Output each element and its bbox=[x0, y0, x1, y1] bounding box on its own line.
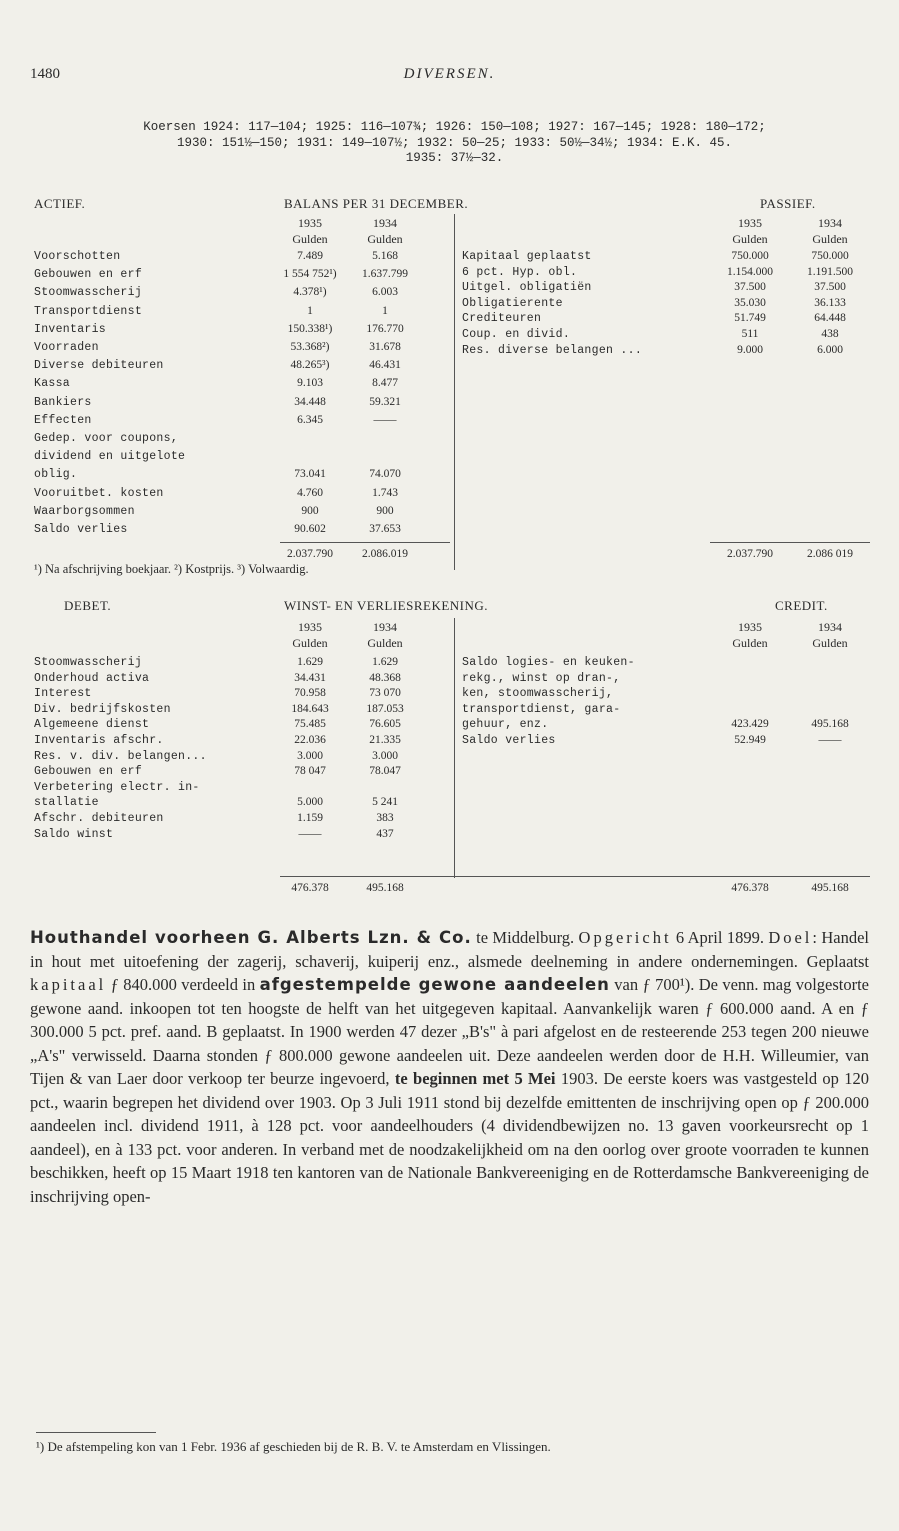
koersen-line: 1930: 151½—150; 1931: 149—107½; 1932: 50—25; 1933: 50½—34½; 1934: E.K. 45. bbox=[176, 135, 733, 150]
row-label: Waarborgsommen bbox=[34, 504, 135, 518]
total-rule bbox=[280, 542, 450, 543]
row-value: 31.678 bbox=[369, 341, 401, 353]
row-value: 9.103 bbox=[297, 377, 323, 390]
row-label: Saldo verlies bbox=[34, 523, 128, 536]
row-value: 6.345 bbox=[297, 413, 323, 426]
row-value: 5.000 bbox=[297, 796, 323, 809]
total-value: 476.378 bbox=[291, 882, 329, 894]
row-value: 3.000 bbox=[372, 749, 398, 762]
row-value: 1 bbox=[382, 304, 388, 317]
row-value: 1.637.799 bbox=[362, 268, 408, 281]
pl-heading: WINST- EN VERLIESREKENING. bbox=[284, 598, 489, 613]
koersen-line: Koersen 1924: 117—104; 1925: 116—107¾; 1926: 150—108; 1927: 167—145; 1928: 180—172; bbox=[143, 120, 766, 134]
row-value: 37.500 bbox=[814, 281, 846, 294]
row-label: Gedep. voor coupons, bbox=[34, 432, 179, 445]
year-header: 1934 bbox=[818, 216, 842, 230]
row-value: 64.448 bbox=[814, 312, 846, 325]
total-value: 495.168 bbox=[811, 882, 849, 894]
capital-label: kapitaal bbox=[30, 975, 107, 994]
column-divider bbox=[454, 214, 455, 570]
row-value: 1 bbox=[307, 304, 313, 317]
page-number: 1480 bbox=[30, 66, 60, 82]
year-header: 1935 bbox=[298, 620, 322, 634]
row-value: 36.133 bbox=[814, 296, 846, 309]
row-label: Saldo verlies bbox=[462, 734, 556, 747]
row-label: Bankiers bbox=[34, 395, 92, 409]
row-label: Res. v. div. belangen... bbox=[34, 749, 207, 763]
row-value: 35.030 bbox=[734, 296, 766, 309]
body-text: : Handel in hout met uitoefening der zagerij, schaverij, kuiperij enz., alsmede deelneming in andere ondernemingen. Geplaatst bbox=[30, 928, 869, 971]
row-value: 34.448 bbox=[294, 395, 326, 408]
row-label: Coup. en divid. bbox=[462, 328, 571, 341]
year-header: 1934 bbox=[818, 620, 842, 634]
row-label: Stoomwasscherij bbox=[34, 656, 143, 669]
share-type: afgestempelde gewone aandeelen bbox=[259, 975, 610, 994]
emphasis-text: te beginnen met 5 Mei bbox=[394, 1069, 556, 1088]
row-label: Diverse debiteuren bbox=[34, 359, 164, 373]
row-value: 78 047 bbox=[294, 765, 326, 778]
column-divider bbox=[454, 618, 455, 878]
row-value: —— bbox=[373, 413, 397, 426]
row-value: 90.602 bbox=[294, 523, 326, 535]
row-value: 383 bbox=[376, 812, 394, 824]
total-rule bbox=[280, 876, 870, 877]
body-text: van ƒ 700¹). De venn. mag volgestorte gewone aand. inkoopen tot ten hoogste de helft van het uitgegeven kapitaal. Aanvankelijk waren ƒ 600.000 aand. A en ƒ 300.000 5 pct. pref. aand. B geplaatst. In 1900 werden 47 dezer „B's" à pari afgelost en de resteerende 253 tegen 200 nieuwe „A's" verwisseld. Daarna stonden ƒ 800.000 gewone aandeelen uit. Deze aandeelen werden door de H.H. Willeumier, van Tijen & van Laer door verkoop ter beurze ingevoerd, bbox=[30, 975, 870, 1088]
row-label: Crediteuren bbox=[462, 312, 542, 326]
row-label: Effecten bbox=[34, 413, 92, 427]
company-place: te Middelburg. bbox=[471, 928, 575, 947]
row-value: 750.000 bbox=[731, 250, 769, 262]
row-value: 511 bbox=[741, 328, 759, 340]
row-label: transportdienst, gara- bbox=[462, 702, 621, 716]
row-value: 9.000 bbox=[737, 343, 763, 356]
year-header: 1934 bbox=[373, 620, 397, 634]
year-header: 1934 bbox=[373, 216, 397, 230]
row-value: 437 bbox=[376, 827, 394, 840]
total-rule bbox=[710, 542, 870, 543]
row-value: 4.378¹) bbox=[293, 286, 327, 299]
row-value: 7.489 bbox=[297, 250, 323, 262]
body-text: 6 April 1899. bbox=[671, 928, 769, 947]
row-label: Stoomwasscherij bbox=[34, 286, 143, 300]
unit-header: Gulden bbox=[812, 636, 848, 650]
year-header: 1935 bbox=[738, 620, 762, 634]
row-value: 5 241 bbox=[372, 796, 398, 809]
total-value: 495.168 bbox=[366, 882, 404, 894]
row-value: 438 bbox=[821, 328, 839, 340]
row-value: 51.749 bbox=[734, 312, 766, 325]
row-label: ken, stoomwasscherij, bbox=[462, 687, 614, 701]
credit-heading: CREDIT. bbox=[775, 598, 828, 613]
row-value: 34.431 bbox=[294, 671, 326, 684]
row-value: 187.053 bbox=[366, 702, 404, 715]
row-label: Vooruitbet. kosten bbox=[34, 486, 164, 500]
balance-sheet bbox=[30, 196, 870, 586]
unit-header: Gulden bbox=[367, 232, 403, 246]
row-value: 48.368 bbox=[369, 671, 401, 684]
row-value: 900 bbox=[301, 504, 319, 517]
row-label: Div. bedrijfskosten bbox=[34, 702, 171, 716]
row-value: 70.958 bbox=[294, 687, 326, 700]
row-value: 750.000 bbox=[811, 250, 849, 262]
row-label: Obligatierente bbox=[462, 296, 563, 310]
row-value: 78.047 bbox=[369, 765, 401, 778]
row-value: —— bbox=[298, 827, 322, 840]
row-label: 6 pct. Hyp. obl. bbox=[462, 265, 578, 279]
purpose-label: Doel bbox=[768, 928, 813, 947]
koersen-line: 1935: 37½—32. bbox=[405, 151, 504, 165]
row-label: Interest bbox=[34, 687, 92, 701]
row-value: 59.321 bbox=[369, 395, 401, 408]
footnote-rule bbox=[36, 1432, 156, 1433]
row-value: 74.070 bbox=[369, 468, 401, 481]
founded-label: Opgericht bbox=[578, 928, 672, 947]
balance-heading: BALANS PER 31 DECEMBER. bbox=[284, 196, 469, 211]
row-label: Verbetering electr. in- bbox=[34, 780, 200, 794]
unit-header: Gulden bbox=[292, 232, 328, 246]
row-value: —— bbox=[818, 734, 842, 746]
body-text: 1903. De eerste koers was vastgesteld op 120 pct., waarin begrepen het dividend over 1903. Op 3 Juli 1911 stond bij dezelfde emittenten de inschrijving open op ƒ 200.000 aandeelen incl. dividend 1911, à 128 pct. voor aandeelhouders (4 dividendbewijzen no. 13 gaven voorkeursrecht op 1 aandeel), en à 133 pct. voor anderen. In verband met de noodzakelijkheid om na den oorlog over groote voorraden te kunnen beschikken, heeft op 15 Maart 1918 ten kantoren van de Nationale Bankvereeniging en de Rotterdamsche Bankvereeniging de inschrijving open- bbox=[30, 1069, 869, 1206]
row-label: oblig. bbox=[34, 468, 78, 482]
row-value: 1.159 bbox=[297, 812, 323, 824]
row-value: 46.431 bbox=[369, 359, 401, 372]
row-value: 53.368²) bbox=[290, 341, 330, 353]
total-value: 2.086 019 bbox=[807, 548, 853, 560]
row-value: 900 bbox=[376, 504, 394, 517]
row-label: Gebouwen en erf bbox=[34, 268, 143, 282]
row-label: Inventaris afschr. bbox=[34, 734, 164, 747]
row-label: Onderhoud activa bbox=[34, 671, 150, 685]
row-value: 495.168 bbox=[811, 718, 849, 731]
row-value: 1 554 752¹) bbox=[283, 268, 337, 281]
row-label: Algemeene dienst bbox=[34, 718, 150, 732]
profit-loss-account bbox=[30, 598, 870, 898]
year-header: 1935 bbox=[738, 216, 762, 230]
row-label: rekg., winst op dran-, bbox=[462, 671, 621, 685]
row-value: 8.477 bbox=[372, 377, 398, 390]
row-value: 4.760 bbox=[297, 486, 323, 499]
row-value: 52.949 bbox=[734, 734, 766, 746]
row-value: 21.335 bbox=[369, 734, 401, 746]
row-value: 75.485 bbox=[294, 718, 326, 731]
body-text: ƒ 840.000 verdeeld in bbox=[106, 975, 260, 994]
row-value: 176.770 bbox=[366, 322, 404, 335]
row-value: 1.154.000 bbox=[727, 265, 773, 278]
row-label: Saldo winst bbox=[34, 827, 114, 841]
koersen-block bbox=[40, 120, 869, 167]
row-label: Kassa bbox=[34, 377, 71, 391]
row-value: 73.041 bbox=[294, 468, 326, 481]
row-label: Afschr. debiteuren bbox=[34, 812, 164, 825]
year-header: 1935 bbox=[298, 216, 322, 230]
unit-header: Gulden bbox=[812, 232, 848, 246]
company-name: Houthandel voorheen G. Alberts Lzn. & Co. bbox=[30, 928, 472, 947]
page-title: DIVERSEN. bbox=[403, 66, 496, 82]
row-value: 73 070 bbox=[369, 687, 401, 700]
page-footnote: ¹) De afstempeling kon van 1 Febr. 1936 af geschieden bij de R. B. V. te Amsterdam en Vlissingen. bbox=[36, 1439, 551, 1454]
row-value: 3.000 bbox=[297, 749, 323, 762]
row-value: 184.643 bbox=[291, 702, 329, 715]
actief-heading: ACTIEF. bbox=[34, 196, 86, 211]
row-label: Saldo logies- en keuken- bbox=[462, 656, 635, 669]
row-label: Uitgel. obligatiën bbox=[462, 281, 592, 295]
row-label: Voorschotten bbox=[34, 250, 121, 263]
row-value: 6.003 bbox=[372, 286, 398, 299]
row-value: 423.429 bbox=[731, 718, 769, 731]
row-value: 37.653 bbox=[369, 523, 401, 535]
company-entry bbox=[30, 926, 869, 1208]
total-value: 2.037.790 bbox=[727, 548, 773, 560]
row-value: 5.168 bbox=[372, 250, 398, 262]
row-label: Voorraden bbox=[34, 341, 99, 354]
total-value: 476.378 bbox=[731, 882, 769, 894]
row-label: gehuur, enz. bbox=[462, 718, 549, 732]
unit-header: Gulden bbox=[292, 636, 328, 650]
row-value: 6.000 bbox=[817, 343, 843, 356]
row-value: 22.036 bbox=[294, 734, 326, 746]
row-label: dividend en uitgelote bbox=[34, 450, 186, 464]
row-label: Res. diverse belangen ... bbox=[462, 343, 643, 357]
row-value: 37.500 bbox=[734, 281, 766, 294]
row-label: Gebouwen en erf bbox=[34, 765, 143, 779]
unit-header: Gulden bbox=[732, 636, 768, 650]
row-label: Transportdienst bbox=[34, 304, 143, 318]
row-label: stallatie bbox=[34, 796, 99, 810]
balance-footnote: ¹) Na afschrijving boekjaar. ²) Kostprijs. ³) Volwaardig. bbox=[34, 562, 309, 576]
running-header bbox=[30, 66, 869, 90]
row-value: 1.743 bbox=[372, 486, 398, 499]
row-value: 48.265³) bbox=[290, 359, 330, 372]
row-value: 150.338¹) bbox=[287, 322, 333, 335]
total-value: 2.037.790 bbox=[287, 548, 333, 560]
unit-header: Gulden bbox=[367, 636, 403, 650]
row-value: 1.629 bbox=[372, 656, 398, 668]
row-value: 76.605 bbox=[369, 718, 401, 731]
total-value: 2.086.019 bbox=[362, 548, 408, 560]
passief-heading: PASSIEF. bbox=[760, 196, 816, 211]
row-label: Kapitaal geplaatst bbox=[462, 250, 592, 263]
row-value: 1.191.500 bbox=[807, 265, 853, 278]
unit-header: Gulden bbox=[732, 232, 768, 246]
row-value: 1.629 bbox=[297, 656, 323, 668]
debet-heading: DEBET. bbox=[64, 598, 112, 613]
row-label: Inventaris bbox=[34, 322, 107, 336]
